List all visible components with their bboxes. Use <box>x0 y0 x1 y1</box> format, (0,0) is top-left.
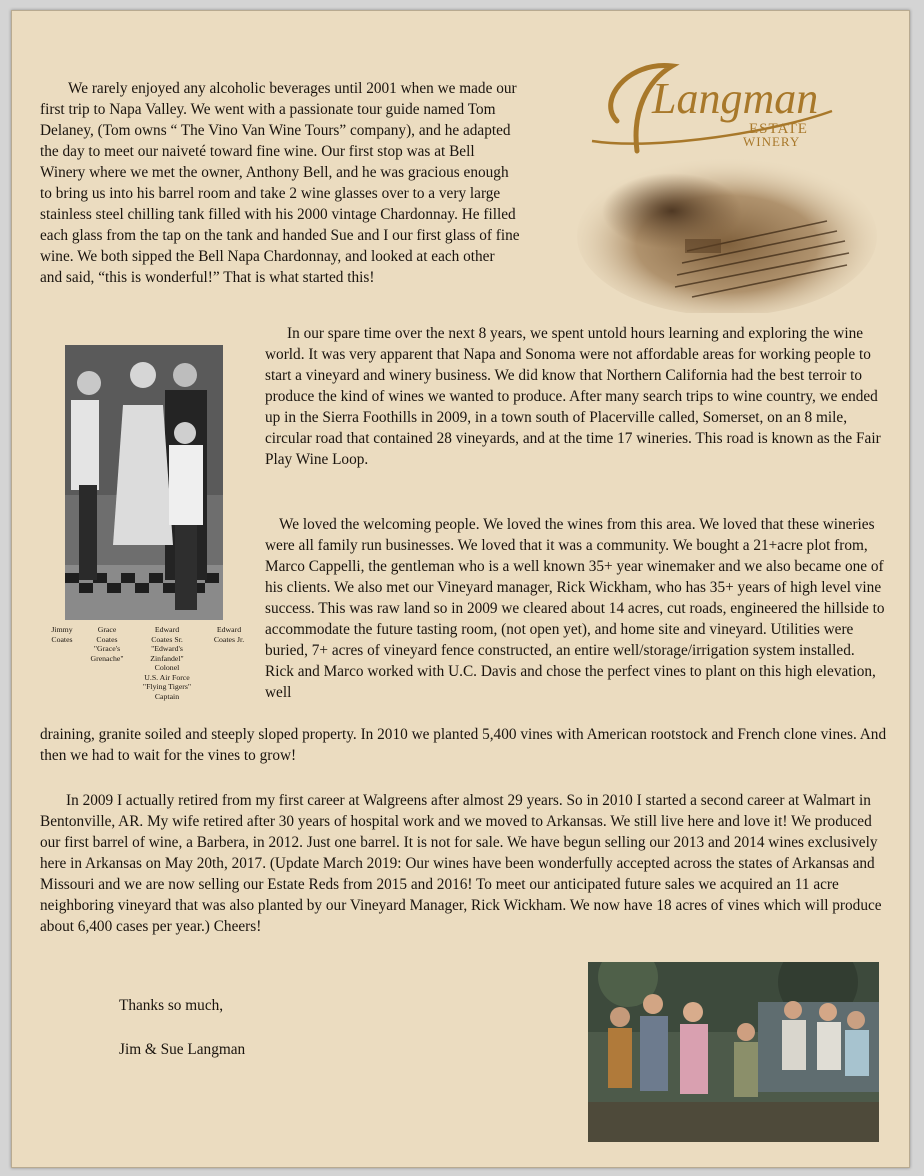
paragraph-community: We loved the welcoming people. We loved the wines from this area. We loved that these wineries were all family run businesses. We loved that it was a community. We bought a 21+acre plot from, Marco Cappelli, the gentleman who is a well known 35+ year winemaker and we also became one of his clients. We also met our Vineyard manager, Rick Wickham, who has 35+ years of high level vine success. This was raw land so in 2009 we cleared about 14 acres, cut roads, engineered the hillside to accommodate the future tasting room, (not open yet), and home site and vineyard. Utilities were buried, 7+ acres of vineyard fence constructed, an entire well/storage/irrigation system installed. Rick and Marco worked with U.C. Davis and chose the perfect vines to plant on this high elevation, well <box>265 516 885 701</box>
closing-thanks: Thanks so much, <box>119 997 224 1014</box>
signature: Jim & Sue Langman <box>119 1041 246 1058</box>
logo-name: Langman <box>652 74 819 123</box>
family-photo-color <box>588 962 879 1142</box>
paragraph-community-continued: draining, granite soiled and steeply sloped property. In 2010 we planted 5,400 vines with American rootstock and French clone vines. And then we had to wait for the vines to grow! <box>40 726 887 764</box>
caption-grace: Grace Coates "Grace's Grenache" <box>90 625 124 663</box>
paragraph-spare-time: In our spare time over the next 8 years, we spent untold hours learning and exploring the wine world. It was very apparent that Napa and Sonoma were not affordable areas for working people to start a vineyard and winery business. We did know that Northern California had the best terroir to produce the kind of wines we wanted to produce. After many search trips to wine country, we ended up in the Sierra Foothills in 2009, in a town south of Placerville called, Somerset, on an 8 mile, circular road that contained 28 vineyards, and at the time 17 wineries. This road is known as the Fair Play Wine Loop. <box>265 325 881 468</box>
letter-page <box>11 10 910 1168</box>
caption-edward-jr: Edward Coates Jr. <box>213 625 245 644</box>
family-photo-bw <box>65 345 223 620</box>
paragraph-napa-trip: We rarely enjoyed any alcoholic beverages until 2001 when we made our first trip to Napa Valley. We went with a passionate tour guide named Tom Delaney, (Tom owns “ The Vino Van Wine Tours” company), and he adapted the day to meet our naiveté toward fine wine. Our first stop was at Bell Winery where we met the owner, Anthony Bell, and he was gracious enough to bring us into his barrel room and take 2 wine glasses over to a very large stainless steel chilling tank filled with his 2000 vintage Chardonnay. He filled each glass from the tap on the tank and handed Sue and I our first glass of fine wine. We both sipped the Bell Napa Chardonnay, and looked at each other and said, “this is wonderful!” That is what started this! <box>40 80 520 286</box>
logo-winery: WINERY <box>743 134 801 149</box>
caption-jimmy: Jimmy Coates <box>51 625 73 644</box>
caption-edward-sr: Edward Coates Sr. "Edward's Zinfandel" Colonel U.S. Air Force "Flying Tigers" Captain <box>142 625 192 701</box>
paragraph-careers: In 2009 I actually retired from my first career at Walgreens after almost 29 years. So in 2010 I started a second career at Walmart in Bentonville, AR. My wife retired after 30 years of hospital work and we moved to Arkansas. We still live here and love it! We produced our first barrel of wine, a Barbera, in 2012. Just one barrel. It is not for sale. We have begun selling our 2013 and 2014 wines exclusively here in Arkansas on May 20th, 2017. (Update March 2019: Our wines have been wonderfully accepted across the states of Arkansas and Missouri and we are now selling our Estate Reds from 2015 and 2016! To meet our anticipated future sales we acquired an 11 acre neighboring vineyard that was also planted by our Vineyard Manager, Rick Wickham. We now have 18 acres of vines which will produce about 6,400 cases per year.) Cheers! <box>40 792 882 935</box>
logo-estate: ESTATE <box>749 121 808 137</box>
langman-estate-winery-logo <box>577 41 877 313</box>
